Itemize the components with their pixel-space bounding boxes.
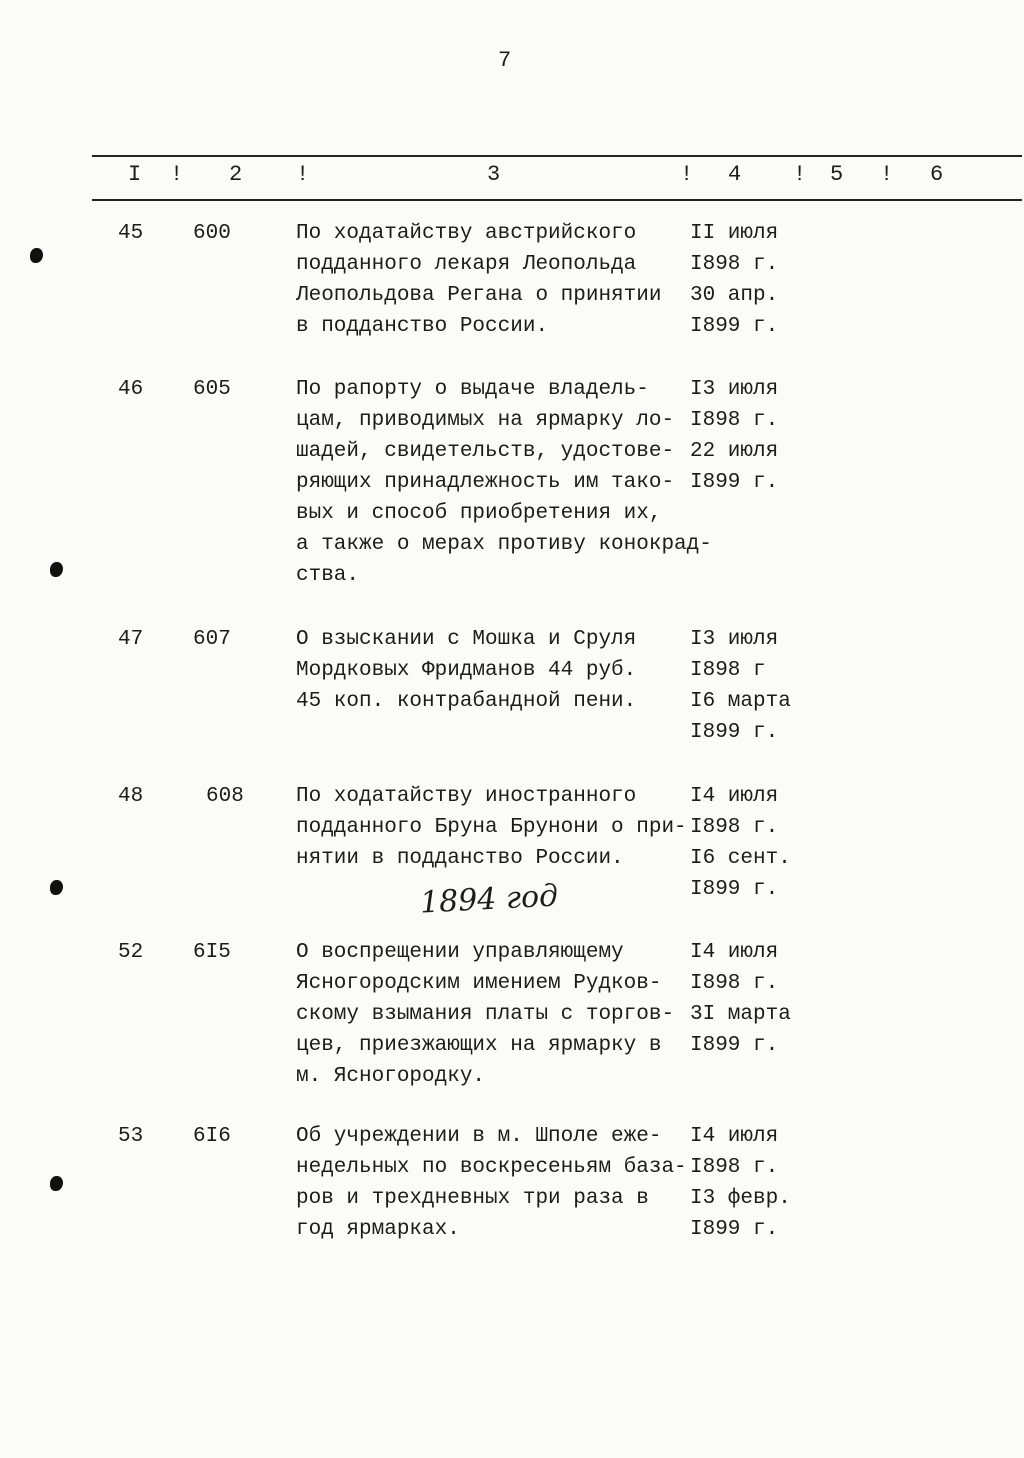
file-dates: I4 июля I898 г. 3I марта I899 г.: [690, 941, 791, 1057]
header-col-1: I: [128, 162, 142, 187]
header-sep: !: [296, 162, 310, 187]
header-sep: !: [170, 162, 184, 187]
row-number: 47: [118, 628, 144, 651]
row-number: 46: [118, 378, 144, 401]
file-dates: I4 июля I898 г. I3 февр. I899 г.: [690, 1125, 791, 1241]
header-rule-bottom: [92, 199, 1022, 201]
header-sep: !: [880, 162, 894, 187]
file-dates: I4 июля I898 г. I6 сент. I899 г.: [690, 785, 791, 901]
header-rule-top: [92, 155, 1022, 157]
file-title: По рапорту о выдаче владель- цам, приводимых на ярмарку ло- шадей, свидетельств, удостове- ряющих принадлежность им тако- вых и способ приобретения их, а также о мерах противу конокрад- ства.: [296, 378, 712, 587]
header-sep: !: [680, 162, 694, 187]
file-number: 607: [193, 628, 231, 651]
file-title: О воспрещении управляющему Ясногородским имением Рудков- скому взымания платы с торгов- цев, приезжающих на ярмарку в м. Ясногородку.: [296, 941, 675, 1088]
file-number: 6I6: [193, 1125, 231, 1148]
file-title: Об учреждении в м. Шполе еже- недельных по воскресеньям база- ров и трехдневных три раза в год ярмарках.: [296, 1125, 687, 1241]
punch-hole-mark: [50, 562, 63, 577]
file-dates: I3 июля I898 г I6 марта I899 г.: [690, 628, 791, 744]
file-dates: I3 июля I898 г. 22 июля I899 г.: [690, 378, 779, 494]
header-col-2: 2: [229, 162, 243, 187]
file-title: По ходатайству австрийского подданного лекаря Леопольда Леопольдова Регана о принятии в подданство России.: [296, 222, 662, 338]
file-number: 6I5: [193, 941, 231, 964]
file-title: О взыскании с Мошка и Сруля Мордковых Фридманов 44 руб. 45 коп. контрабандной пени.: [296, 628, 637, 713]
row-number: 53: [118, 1125, 144, 1148]
header-col-6: 6: [930, 162, 944, 187]
file-number: 605: [193, 378, 231, 401]
punch-hole-mark: [50, 880, 63, 895]
file-number: 600: [193, 222, 231, 245]
header-col-4: 4: [728, 162, 742, 187]
handwritten-note: 1894 год: [419, 878, 559, 921]
row-number: 52: [118, 941, 144, 964]
punch-hole-mark: [30, 248, 43, 263]
file-number: 608: [206, 785, 244, 808]
punch-hole-mark: [50, 1176, 63, 1191]
header-sep: !: [793, 162, 807, 187]
row-number: 48: [118, 785, 144, 808]
file-dates: II июля I898 г. 30 апр. I899 г.: [690, 222, 779, 338]
page-number: 7: [498, 48, 512, 73]
row-number: 45: [118, 222, 144, 245]
file-title: По ходатайству иностранного подданного Бруна Брунони о при- нятии в подданство России.: [296, 785, 687, 870]
header-col-5: 5: [830, 162, 844, 187]
header-col-3: 3: [487, 162, 501, 187]
